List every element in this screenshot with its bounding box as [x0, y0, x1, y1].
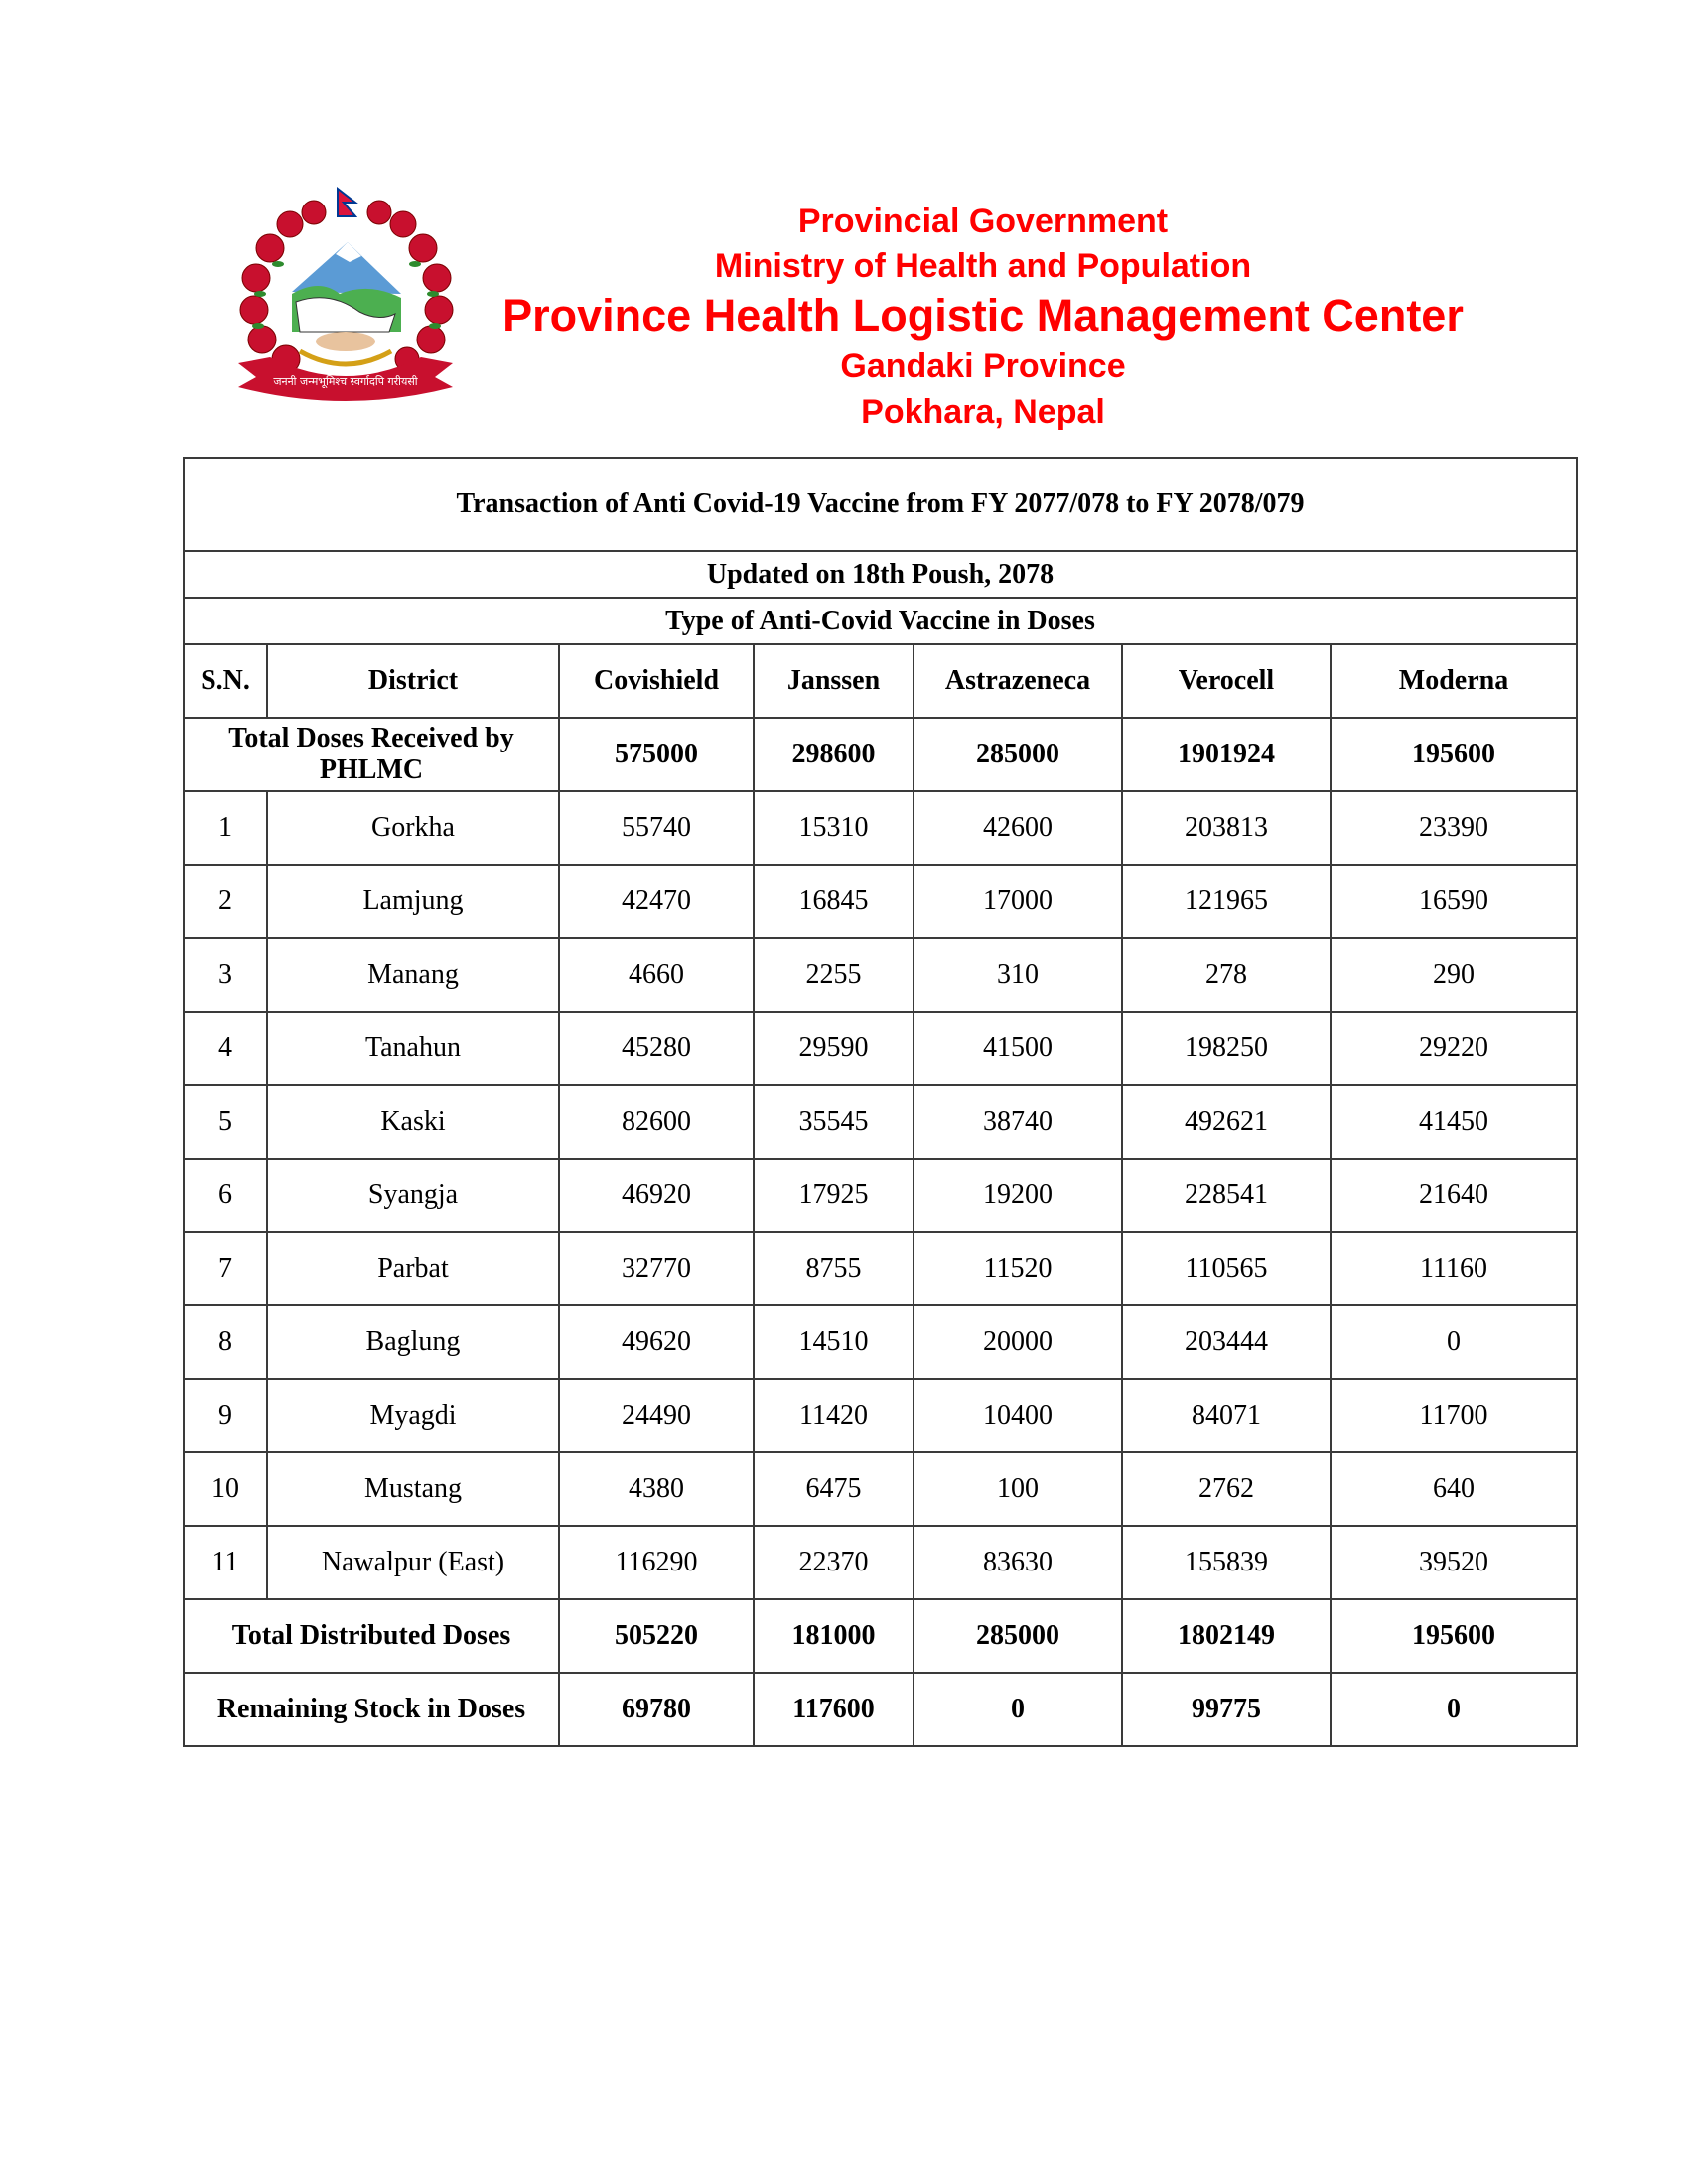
row-district: Kaski — [267, 1085, 559, 1159]
row-covishield: 24490 — [559, 1379, 754, 1452]
row-janssen: 22370 — [754, 1526, 914, 1599]
received-label: Total Doses Received by PHLMC — [184, 718, 559, 791]
received-moderna: 195600 — [1331, 718, 1577, 791]
row-moderna: 290 — [1331, 938, 1577, 1012]
row-district: Gorkha — [267, 791, 559, 865]
row-verocell: 228541 — [1122, 1159, 1331, 1232]
row-astrazeneca: 310 — [914, 938, 1122, 1012]
row-verocell: 278 — [1122, 938, 1331, 1012]
row-verocell: 155839 — [1122, 1526, 1331, 1599]
row-janssen: 8755 — [754, 1232, 914, 1305]
received-row — [184, 718, 1577, 791]
row-moderna: 640 — [1331, 1452, 1577, 1526]
row-sn: 5 — [184, 1085, 267, 1159]
row-astrazeneca: 10400 — [914, 1379, 1122, 1452]
distributed-moderna: 195600 — [1331, 1599, 1577, 1673]
row-astrazeneca: 83630 — [914, 1526, 1122, 1599]
col-district: District — [267, 644, 559, 718]
row-moderna: 11160 — [1331, 1232, 1577, 1305]
distributed-janssen: 181000 — [754, 1599, 914, 1673]
row-astrazeneca: 20000 — [914, 1305, 1122, 1379]
row-moderna: 21640 — [1331, 1159, 1577, 1232]
row-sn: 8 — [184, 1305, 267, 1379]
row-verocell: 84071 — [1122, 1379, 1331, 1452]
row-district: Lamjung — [267, 865, 559, 938]
table-row — [184, 938, 1577, 1012]
table-row — [184, 1012, 1577, 1085]
col-covishield: Covishield — [559, 644, 754, 718]
distributed-label: Total Distributed Doses — [184, 1599, 559, 1673]
row-astrazeneca: 17000 — [914, 865, 1122, 938]
row-janssen: 16845 — [754, 865, 914, 938]
remaining-janssen: 117600 — [754, 1673, 914, 1746]
row-janssen: 6475 — [754, 1452, 914, 1526]
row-moderna: 16590 — [1331, 865, 1577, 938]
vaccine-transaction-table — [183, 457, 1578, 1747]
remaining-covishield: 69780 — [559, 1673, 754, 1746]
table-row — [184, 1379, 1577, 1452]
row-astrazeneca: 38740 — [914, 1085, 1122, 1159]
row-district: Mustang — [267, 1452, 559, 1526]
header-center-name: Province Health Logistic Management Center — [502, 290, 1464, 341]
row-moderna: 23390 — [1331, 791, 1577, 865]
nepal-emblem-icon — [230, 183, 461, 409]
header-ministry: Ministry of Health and Population — [714, 247, 1252, 285]
col-moderna: Moderna — [1331, 644, 1577, 718]
row-janssen: 2255 — [754, 938, 914, 1012]
row-janssen: 15310 — [754, 791, 914, 865]
received-astrazeneca: 285000 — [914, 718, 1122, 791]
row-janssen: 29590 — [754, 1012, 914, 1085]
row-sn: 6 — [184, 1159, 267, 1232]
row-janssen: 17925 — [754, 1159, 914, 1232]
row-sn: 3 — [184, 938, 267, 1012]
row-verocell: 203444 — [1122, 1305, 1331, 1379]
table-row — [184, 1159, 1577, 1232]
header-location: Pokhara, Nepal — [861, 393, 1105, 431]
row-covishield: 46920 — [559, 1159, 754, 1232]
row-astrazeneca: 42600 — [914, 791, 1122, 865]
col-astrazeneca: Astrazeneca — [914, 644, 1122, 718]
table-row — [184, 865, 1577, 938]
row-district: Nawalpur (East) — [267, 1526, 559, 1599]
row-covishield: 32770 — [559, 1232, 754, 1305]
row-janssen: 14510 — [754, 1305, 914, 1379]
table-row — [184, 1085, 1577, 1159]
row-sn: 10 — [184, 1452, 267, 1526]
row-verocell: 2762 — [1122, 1452, 1331, 1526]
remaining-astrazeneca: 0 — [914, 1673, 1122, 1746]
header-provincial-government: Provincial Government — [797, 203, 1169, 240]
col-verocell: Verocell — [1122, 644, 1331, 718]
row-covishield: 82600 — [559, 1085, 754, 1159]
row-sn: 7 — [184, 1232, 267, 1305]
row-sn: 9 — [184, 1379, 267, 1452]
row-district: Manang — [267, 938, 559, 1012]
distributed-row — [184, 1599, 1577, 1673]
row-covishield: 55740 — [559, 791, 754, 865]
row-astrazeneca: 41500 — [914, 1012, 1122, 1085]
row-sn: 11 — [184, 1526, 267, 1599]
distributed-verocell: 1802149 — [1122, 1599, 1331, 1673]
row-covishield: 4380 — [559, 1452, 754, 1526]
remaining-row — [184, 1673, 1577, 1746]
header-province: Gandaki Province — [840, 347, 1126, 385]
row-sn: 4 — [184, 1012, 267, 1085]
remaining-label: Remaining Stock in Doses — [184, 1673, 559, 1746]
row-verocell: 121965 — [1122, 865, 1331, 938]
table-row — [184, 1232, 1577, 1305]
row-covishield: 4660 — [559, 938, 754, 1012]
row-district: Syangja — [267, 1159, 559, 1232]
row-district: Myagdi — [267, 1379, 559, 1452]
row-verocell: 492621 — [1122, 1085, 1331, 1159]
row-covishield: 49620 — [559, 1305, 754, 1379]
row-astrazeneca: 100 — [914, 1452, 1122, 1526]
row-moderna: 11700 — [1331, 1379, 1577, 1452]
distributed-covishield: 505220 — [559, 1599, 754, 1673]
col-janssen: Janssen — [754, 644, 914, 718]
row-district: Tanahun — [267, 1012, 559, 1085]
row-verocell: 110565 — [1122, 1232, 1331, 1305]
svg-text:जननी जन्मभूमिश्च स्वर्गादपि गर: जननी जन्मभूमिश्च स्वर्गादपि गरीयसी — [273, 375, 418, 388]
row-janssen: 35545 — [754, 1085, 914, 1159]
distributed-astrazeneca: 285000 — [914, 1599, 1122, 1673]
letterhead — [477, 199, 1489, 435]
table-row — [184, 1526, 1577, 1599]
received-covishield: 575000 — [559, 718, 754, 791]
row-covishield: 42470 — [559, 865, 754, 938]
remaining-moderna: 0 — [1331, 1673, 1577, 1746]
row-sn: 2 — [184, 865, 267, 938]
remaining-verocell: 99775 — [1122, 1673, 1331, 1746]
table-row — [184, 791, 1577, 865]
table-row — [184, 1305, 1577, 1379]
updated-date: Updated on 18th Poush, 2078 — [184, 551, 1577, 598]
table-title: Transaction of Anti Covid-19 Vaccine from FY 2077/078 to FY 2078/079 — [184, 458, 1577, 551]
table-row — [184, 1452, 1577, 1526]
vaccine-type-header: Type of Anti-Covid Vaccine in Doses — [184, 598, 1577, 644]
row-district: Baglung — [267, 1305, 559, 1379]
received-janssen: 298600 — [754, 718, 914, 791]
row-janssen: 11420 — [754, 1379, 914, 1452]
row-covishield: 116290 — [559, 1526, 754, 1599]
column-headers — [184, 644, 1577, 718]
row-sn: 1 — [184, 791, 267, 865]
row-covishield: 45280 — [559, 1012, 754, 1085]
row-astrazeneca: 19200 — [914, 1159, 1122, 1232]
row-verocell: 203813 — [1122, 791, 1331, 865]
row-moderna: 39520 — [1331, 1526, 1577, 1599]
row-moderna: 0 — [1331, 1305, 1577, 1379]
received-verocell: 1901924 — [1122, 718, 1331, 791]
row-moderna: 29220 — [1331, 1012, 1577, 1085]
row-astrazeneca: 11520 — [914, 1232, 1122, 1305]
row-verocell: 198250 — [1122, 1012, 1331, 1085]
row-district: Parbat — [267, 1232, 559, 1305]
row-moderna: 41450 — [1331, 1085, 1577, 1159]
col-sn: S.N. — [184, 644, 267, 718]
